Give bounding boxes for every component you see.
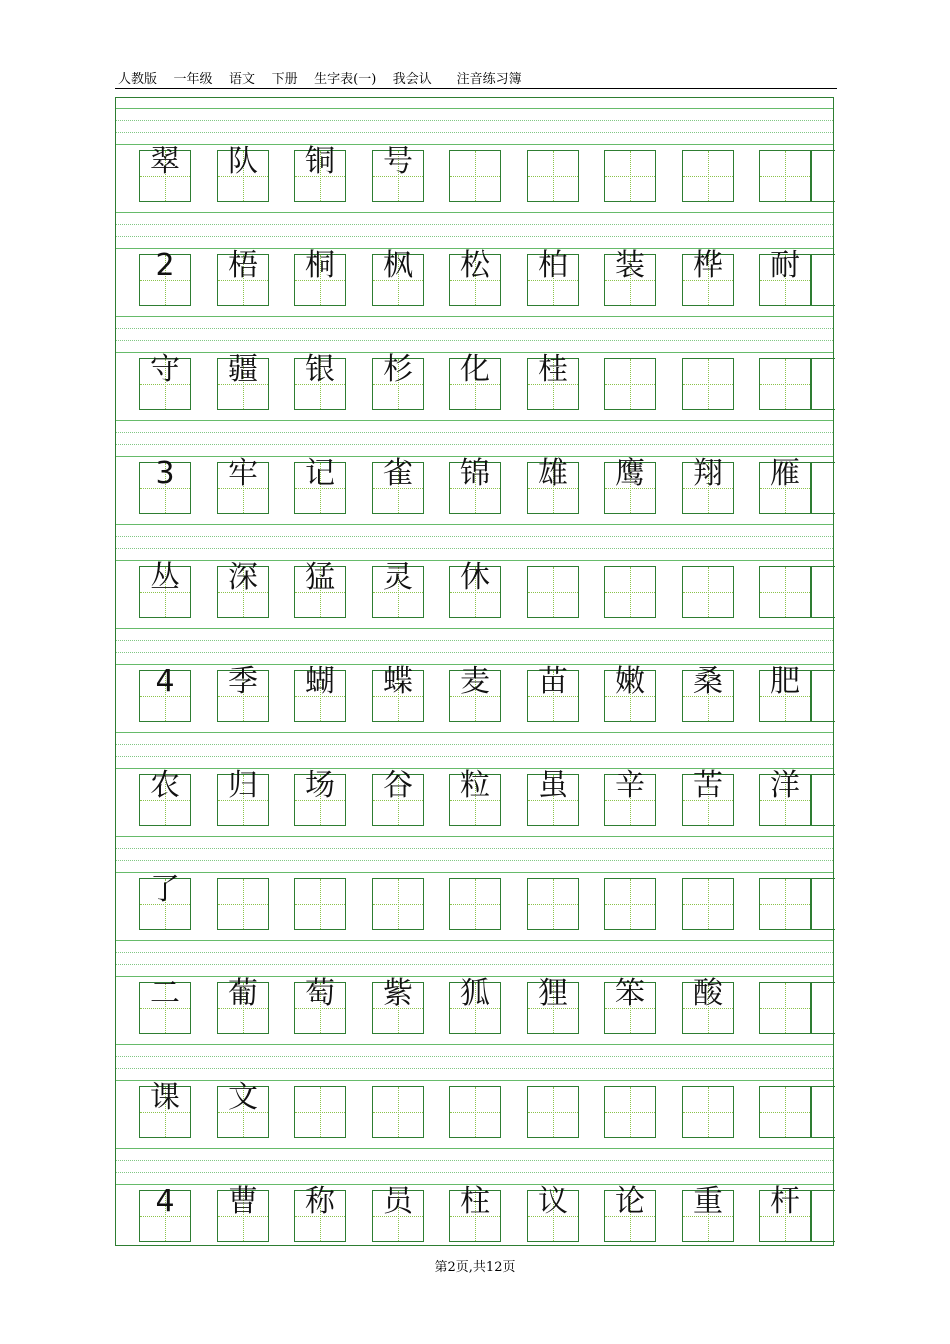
cell-character [450,147,500,203]
tianzige-cell-partial [811,878,835,930]
cell-character: 猛 [305,560,335,595]
tianzige-cell[interactable] [449,560,501,618]
character-cells [116,560,833,618]
cell-character: 蝴 [305,664,335,699]
cell-character: 季 [228,664,258,699]
cell-character [683,875,733,931]
tianzige-cell-partial [811,1086,835,1138]
tianzige-cell[interactable] [294,768,346,826]
tianzige-cell[interactable] [449,878,501,930]
practice-row [116,826,833,930]
tianzige-cell[interactable] [449,150,501,202]
cell-character: 休 [460,560,490,595]
cell-character: 铜 [305,144,335,179]
tianzige-cell[interactable] [217,976,269,1034]
tianzige-cell[interactable] [527,768,579,826]
cell-character: 葡 [228,976,258,1011]
tianzige-cell[interactable] [139,1080,191,1138]
tianzige-cell[interactable] [604,1086,656,1138]
cell-character: 4 [155,1184,175,1219]
tianzige-cell[interactable] [372,976,424,1034]
tianzige-cell[interactable] [527,248,579,306]
pinyin-lines [116,618,833,670]
tianzige-cell[interactable] [372,1184,424,1242]
tianzige-cell[interactable] [604,358,656,410]
cell-character: 苗 [538,664,568,699]
cell-character: 号 [383,144,413,179]
cell-character: 深 [228,560,258,595]
character-cells [116,664,833,722]
tianzige-cell[interactable] [294,560,346,618]
pinyin-lines [116,722,833,774]
character-cells [116,456,833,514]
cell-character: 归 [228,768,258,803]
cell-character: 蝶 [383,664,413,699]
page-number: 第2页,共12页 [434,1260,516,1275]
tianzige-cell[interactable] [759,150,811,202]
cell-character: 称 [305,1184,335,1219]
cell-character: 化 [460,352,490,387]
pinyin-lines [116,98,833,150]
tianzige-cell[interactable] [372,560,424,618]
tianzige-cell-partial [811,150,835,202]
cell-character: 笨 [615,976,645,1011]
tianzige-cell[interactable] [604,768,656,826]
cell-character [760,875,810,931]
cell-character: 雁 [770,456,800,491]
cell-character: 场 [305,768,335,803]
cell-character: 粒 [460,768,490,803]
tianzige-cell[interactable] [527,456,579,514]
tianzige-cell[interactable] [682,566,734,618]
cell-character [760,355,810,411]
tianzige-cell[interactable] [139,352,191,410]
tianzige-cell[interactable] [139,872,191,930]
cell-character: 枫 [383,248,413,283]
tianzige-cell[interactable] [449,1086,501,1138]
cell-character: 虽 [538,768,568,803]
cell-character: 论 [615,1184,645,1219]
tianzige-cell[interactable] [759,358,811,410]
cell-character: 农 [150,768,180,803]
cell-character: 课 [150,1080,180,1115]
cell-character [295,875,345,931]
cell-character: 桐 [305,248,335,283]
cell-character: 耐 [770,248,800,283]
tianzige-cell[interactable] [527,1086,579,1138]
practice-row [116,618,833,722]
cell-character [373,875,423,931]
tianzige-cell[interactable] [217,248,269,306]
tianzige-cell[interactable] [294,144,346,202]
tianzige-cell[interactable] [139,560,191,618]
tianzige-cell[interactable] [527,150,579,202]
tianzige-cell[interactable] [372,1086,424,1138]
cell-character [295,1083,345,1139]
pinyin-lines [116,410,833,462]
tianzige-cell[interactable] [217,456,269,514]
cell-character: 装 [615,248,645,283]
tianzige-cell[interactable] [682,456,734,514]
tianzige-cell[interactable] [294,456,346,514]
tianzige-cell[interactable] [604,566,656,618]
tianzige-cell[interactable] [759,768,811,826]
tianzige-cell-partial [811,982,835,1034]
practice-row [116,410,833,514]
practice-row [116,1138,833,1242]
cell-character: 重 [693,1184,723,1219]
cell-character: 肥 [770,664,800,699]
cell-character: 桦 [693,248,723,283]
cell-character [450,1083,500,1139]
character-cells [116,976,833,1034]
cell-character [760,563,810,619]
page-header: 人教版 一年级 语文 下册 生字表(一) 我会认 注音练习簿 [118,72,522,87]
tianzige-cell[interactable] [294,248,346,306]
tianzige-cell[interactable] [294,352,346,410]
cell-character: 紫 [383,976,413,1011]
tianzige-cell[interactable] [449,664,501,722]
tianzige-cell[interactable] [139,144,191,202]
cell-character: 松 [460,248,490,283]
tianzige-cell[interactable] [682,1184,734,1242]
tianzige-cell[interactable] [682,664,734,722]
tianzige-cell[interactable] [682,1086,734,1138]
cell-character [605,147,655,203]
cell-character [760,147,810,203]
character-cells [116,144,833,202]
tianzige-cell[interactable] [294,1086,346,1138]
cell-character [760,1083,810,1139]
tianzige-cell[interactable] [372,248,424,306]
cell-character: 3 [155,456,175,491]
cell-character: 麦 [460,664,490,699]
tianzige-cell[interactable] [294,664,346,722]
pinyin-lines [116,202,833,254]
cell-character [528,1083,578,1139]
tianzige-cell[interactable] [449,976,501,1034]
tianzige-cell[interactable] [759,456,811,514]
tianzige-cell-partial [811,358,835,410]
character-cells [116,1184,833,1242]
tianzige-cell[interactable] [759,878,811,930]
tianzige-cell[interactable] [217,144,269,202]
tianzige-cell[interactable] [294,1184,346,1242]
cell-character [683,1083,733,1139]
cell-character: 萄 [305,976,335,1011]
cell-character: 锦 [460,456,490,491]
character-cells [116,872,833,930]
cell-character [760,979,810,1035]
tianzige-cell[interactable] [372,878,424,930]
tianzige-cell[interactable] [217,664,269,722]
cell-character: 银 [305,352,335,387]
tianzige-cell[interactable] [217,560,269,618]
cell-character: 桑 [693,664,723,699]
tianzige-cell-partial [811,1190,835,1242]
tianzige-cell-partial [811,462,835,514]
character-cells [116,352,833,410]
cell-character: 狐 [460,976,490,1011]
cell-character: 议 [538,1184,568,1219]
tianzige-cell-partial [811,254,835,306]
tianzige-cell[interactable] [682,150,734,202]
tianzige-cell[interactable] [217,1184,269,1242]
tianzige-cell[interactable] [527,1184,579,1242]
header-rule [115,88,837,89]
cell-character: 员 [383,1184,413,1219]
tianzige-cell[interactable] [682,878,734,930]
tianzige-cell[interactable] [604,878,656,930]
cell-character: 曹 [228,1184,258,1219]
pinyin-lines [116,826,833,878]
tianzige-cell[interactable] [217,1080,269,1138]
practice-row [116,514,833,618]
tianzige-cell[interactable] [682,976,734,1034]
tianzige-cell[interactable] [294,976,346,1034]
tianzige-cell[interactable] [759,1184,811,1242]
cell-character [683,147,733,203]
tianzige-cell[interactable] [604,664,656,722]
character-cells [116,1080,833,1138]
cell-character [605,563,655,619]
tianzige-cell-partial [811,774,835,826]
practice-sheet [115,97,834,1246]
cell-character: 队 [228,144,258,179]
cell-character [605,355,655,411]
cell-character [605,875,655,931]
cell-character: 记 [305,456,335,491]
cell-character: 狸 [538,976,568,1011]
tianzige-cell[interactable] [372,456,424,514]
tianzige-cell[interactable] [527,664,579,722]
practice-row [116,930,833,1034]
cell-character: 酸 [693,976,723,1011]
character-cells [116,248,833,306]
tianzige-cell[interactable] [527,566,579,618]
cell-character: 谷 [383,768,413,803]
tianzige-cell[interactable] [139,976,191,1034]
cell-character: 4 [155,664,175,699]
tianzige-cell[interactable] [139,664,191,722]
cell-character: 桂 [538,352,568,387]
tianzige-cell[interactable] [372,664,424,722]
tianzige-cell[interactable] [759,248,811,306]
practice-row [116,722,833,826]
cell-character [528,147,578,203]
tianzige-cell[interactable] [449,768,501,826]
tianzige-cell[interactable] [527,976,579,1034]
practice-row [116,98,833,202]
cell-character: 雀 [383,456,413,491]
pinyin-lines [116,1138,833,1190]
cell-character: 梧 [228,248,258,283]
cell-character: 丛 [150,560,180,595]
cell-character [605,1083,655,1139]
tianzige-cell[interactable] [604,456,656,514]
cell-character: 嫩 [615,664,645,699]
cell-character: 了 [150,872,180,907]
tianzige-cell[interactable] [139,248,191,306]
practice-row [116,306,833,410]
cell-character: 灵 [383,560,413,595]
tianzige-cell[interactable] [139,1184,191,1242]
cell-character: 洋 [770,768,800,803]
tianzige-cell[interactable] [139,768,191,826]
cell-character: 牢 [228,456,258,491]
cell-character: 柏 [538,248,568,283]
tianzige-cell[interactable] [139,456,191,514]
cell-character: 二 [150,976,180,1011]
tianzige-cell-partial [811,566,835,618]
tianzige-cell[interactable] [682,248,734,306]
tianzige-cell[interactable] [217,352,269,410]
cell-character [373,1083,423,1139]
pinyin-lines [116,306,833,358]
cell-character: 杆 [770,1184,800,1219]
cell-character: 守 [150,352,180,387]
practice-row [116,202,833,306]
tianzige-cell[interactable] [449,1184,501,1242]
tianzige-cell[interactable] [759,566,811,618]
practice-row [116,1034,833,1138]
cell-character: 柱 [460,1184,490,1219]
tianzige-cell[interactable] [372,144,424,202]
tianzige-cell[interactable] [527,352,579,410]
tianzige-cell[interactable] [604,1184,656,1242]
cell-character: 辛 [615,768,645,803]
pinyin-lines [116,1034,833,1086]
pinyin-lines [116,930,833,982]
cell-character: 鹰 [615,456,645,491]
tianzige-cell[interactable] [759,982,811,1034]
cell-character [528,563,578,619]
tianzige-cell[interactable] [372,352,424,410]
tianzige-cell[interactable] [527,878,579,930]
cell-character: 翠 [150,144,180,179]
tianzige-cell[interactable] [604,976,656,1034]
character-cells [116,768,833,826]
cell-character [218,875,268,931]
tianzige-cell[interactable] [449,456,501,514]
tianzige-cell[interactable] [449,352,501,410]
cell-character [683,563,733,619]
tianzige-cell[interactable] [217,768,269,826]
cell-character: 疆 [228,352,258,387]
tianzige-cell[interactable] [217,878,269,930]
cell-character: 文 [228,1080,258,1115]
tianzige-cell[interactable] [449,248,501,306]
tianzige-cell[interactable] [759,664,811,722]
tianzige-cell-partial [811,670,835,722]
cell-character [528,875,578,931]
tianzige-cell[interactable] [682,358,734,410]
cell-character: 雄 [538,456,568,491]
pinyin-lines [116,514,833,566]
tianzige-cell[interactable] [759,1086,811,1138]
tianzige-cell[interactable] [294,878,346,930]
cell-character: 翔 [693,456,723,491]
tianzige-cell[interactable] [682,768,734,826]
tianzige-cell[interactable] [604,150,656,202]
cell-character: 杉 [383,352,413,387]
cell-character: 苦 [693,768,723,803]
cell-character: 2 [155,248,175,283]
cell-character [450,875,500,931]
tianzige-cell[interactable] [604,248,656,306]
cell-character [683,355,733,411]
tianzige-cell[interactable] [372,768,424,826]
